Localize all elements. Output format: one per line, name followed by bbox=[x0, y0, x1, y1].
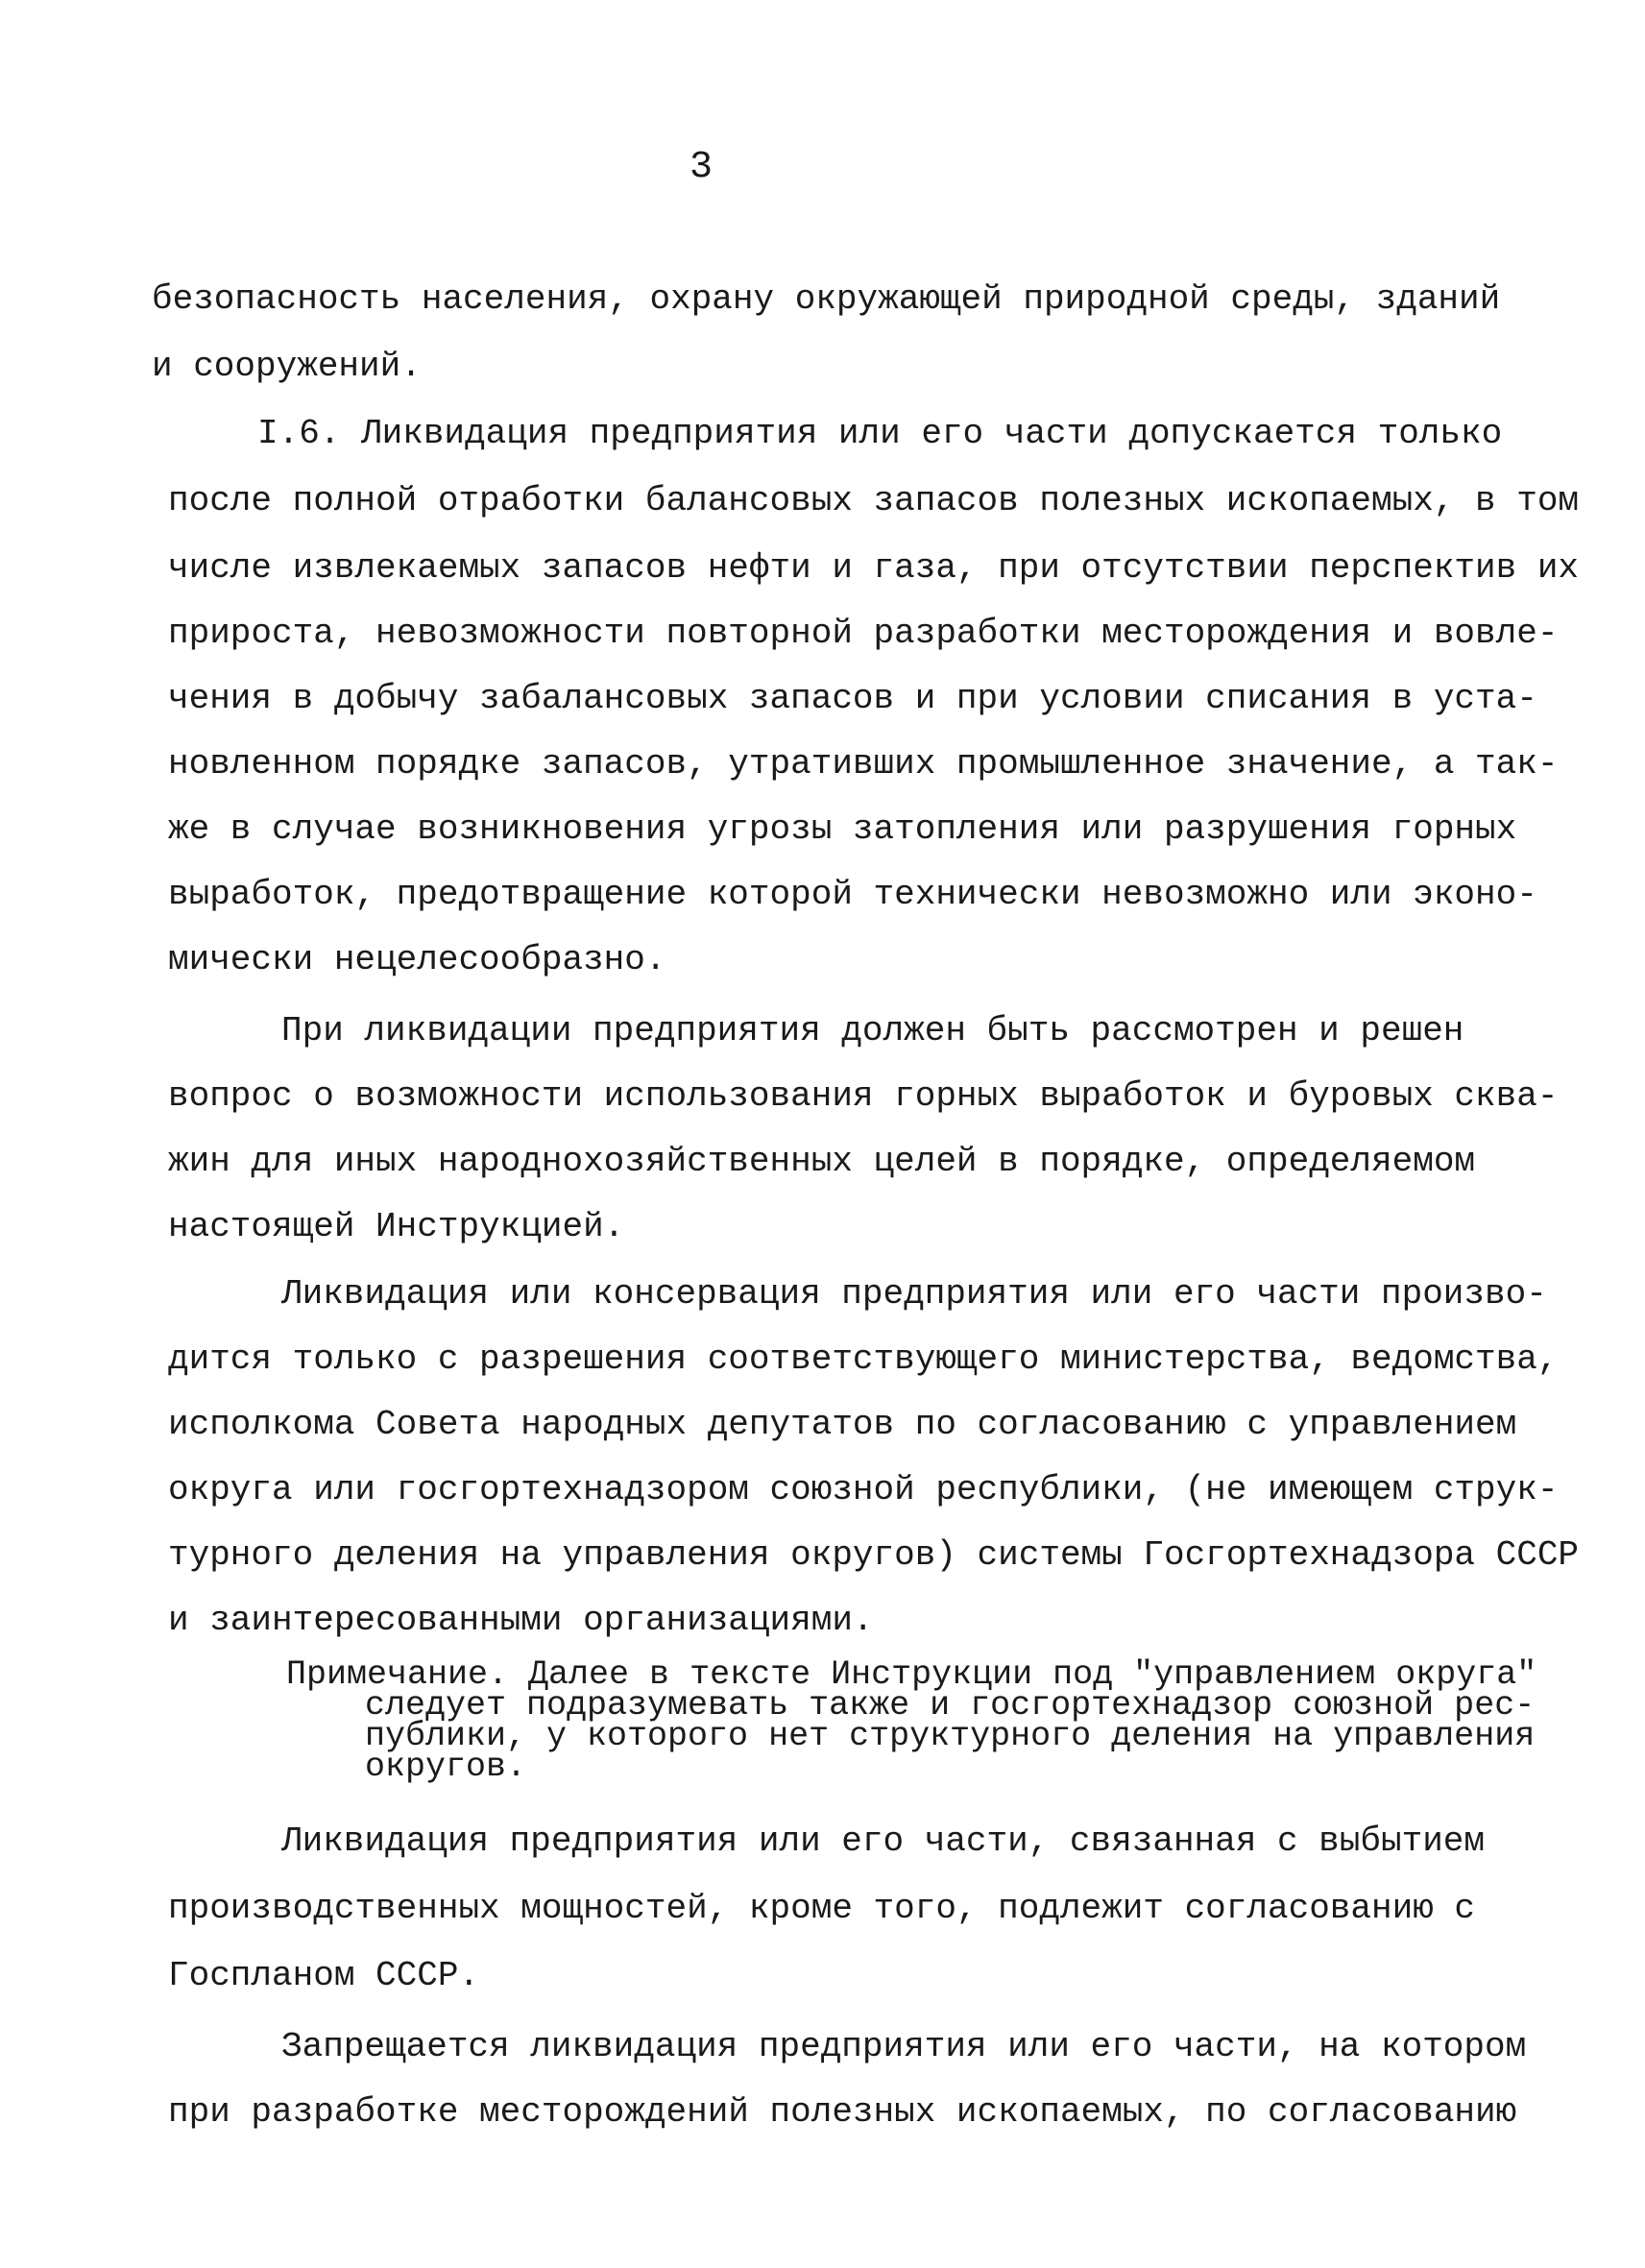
note-line: публики, у которого нет структурного деления на управления bbox=[365, 1717, 1536, 1755]
text-line: исполкома Совета народных депутатов по согласованию с управлением bbox=[168, 1405, 1517, 1444]
text-line: Ликвидация предприятия или его части, связанная с выбытием bbox=[281, 1822, 1486, 1861]
text-line: производственных мощностей, кроме того, подлежит согласованию с bbox=[168, 1889, 1476, 1928]
text-line: округа или госгортехнадзором союзной республики, (не имеющем струк- bbox=[168, 1470, 1559, 1509]
text-line: Госпланом СССР. bbox=[168, 1956, 480, 1995]
text-line: выработок, предотвращение которой технически невозможно или эконо- bbox=[168, 875, 1537, 914]
note-line: Примечание. Далее в тексте Инструкции под "управлением округа" bbox=[286, 1655, 1537, 1694]
text-line: турного деления на управления округов) системы Госгортехнадзора СССР bbox=[168, 1535, 1580, 1575]
text-line: вопрос о возможности использования горных выработок и буровых сква- bbox=[168, 1076, 1559, 1116]
text-line: жин для иных народнохозяйственных целей в порядке, определяемом bbox=[168, 1142, 1476, 1181]
text-line: При ликвидации предприятия должен быть рассмотрен и решен bbox=[281, 1011, 1464, 1050]
text-line: Запрещается ликвидация предприятия или его части, на котором bbox=[281, 2027, 1527, 2066]
text-line: числе извлекаемых запасов нефти и газа, при отсутствии перспектив их bbox=[168, 548, 1580, 588]
text-line: Ликвидация или консервация предприятия или его части произво- bbox=[281, 1274, 1547, 1314]
text-line: же в случае возникновения угрозы затопления или разрушения горных bbox=[168, 809, 1517, 849]
text-line: новленном порядке запасов, утративших промышленное значение, а так- bbox=[168, 744, 1559, 784]
note-line: округов. bbox=[365, 1748, 527, 1786]
section-heading-line: I.6. Ликвидация предприятия или его части допускается только bbox=[257, 414, 1503, 453]
note-line: следует подразумевать также и госгортехнадзор союзной рес- bbox=[365, 1686, 1536, 1725]
text-line: при разработке месторождений полезных ископаемых, по согласованию bbox=[168, 2092, 1517, 2132]
text-line: мически нецелесообразно. bbox=[168, 940, 666, 979]
text-line: дится только с разрешения соответствующего министерства, ведомства, bbox=[168, 1339, 1559, 1379]
text-line: безопасность населения, охрану окружающей природной среды, зданий bbox=[152, 279, 1501, 319]
text-line: и заинтересованными организациями. bbox=[168, 1601, 874, 1640]
text-line: и сооружений. bbox=[152, 347, 422, 386]
text-line: прироста, невозможности повторной разработки месторождения и вовле- bbox=[168, 614, 1559, 653]
text-line: после полной отработки балансовых запасов полезных ископаемых, в том bbox=[168, 481, 1580, 520]
text-line: настоящей Инструкцией. bbox=[168, 1207, 625, 1246]
text-line: чения в добычу забалансовых запасов и при условии списания в уста- bbox=[168, 679, 1537, 718]
page-number: 3 bbox=[689, 146, 713, 189]
